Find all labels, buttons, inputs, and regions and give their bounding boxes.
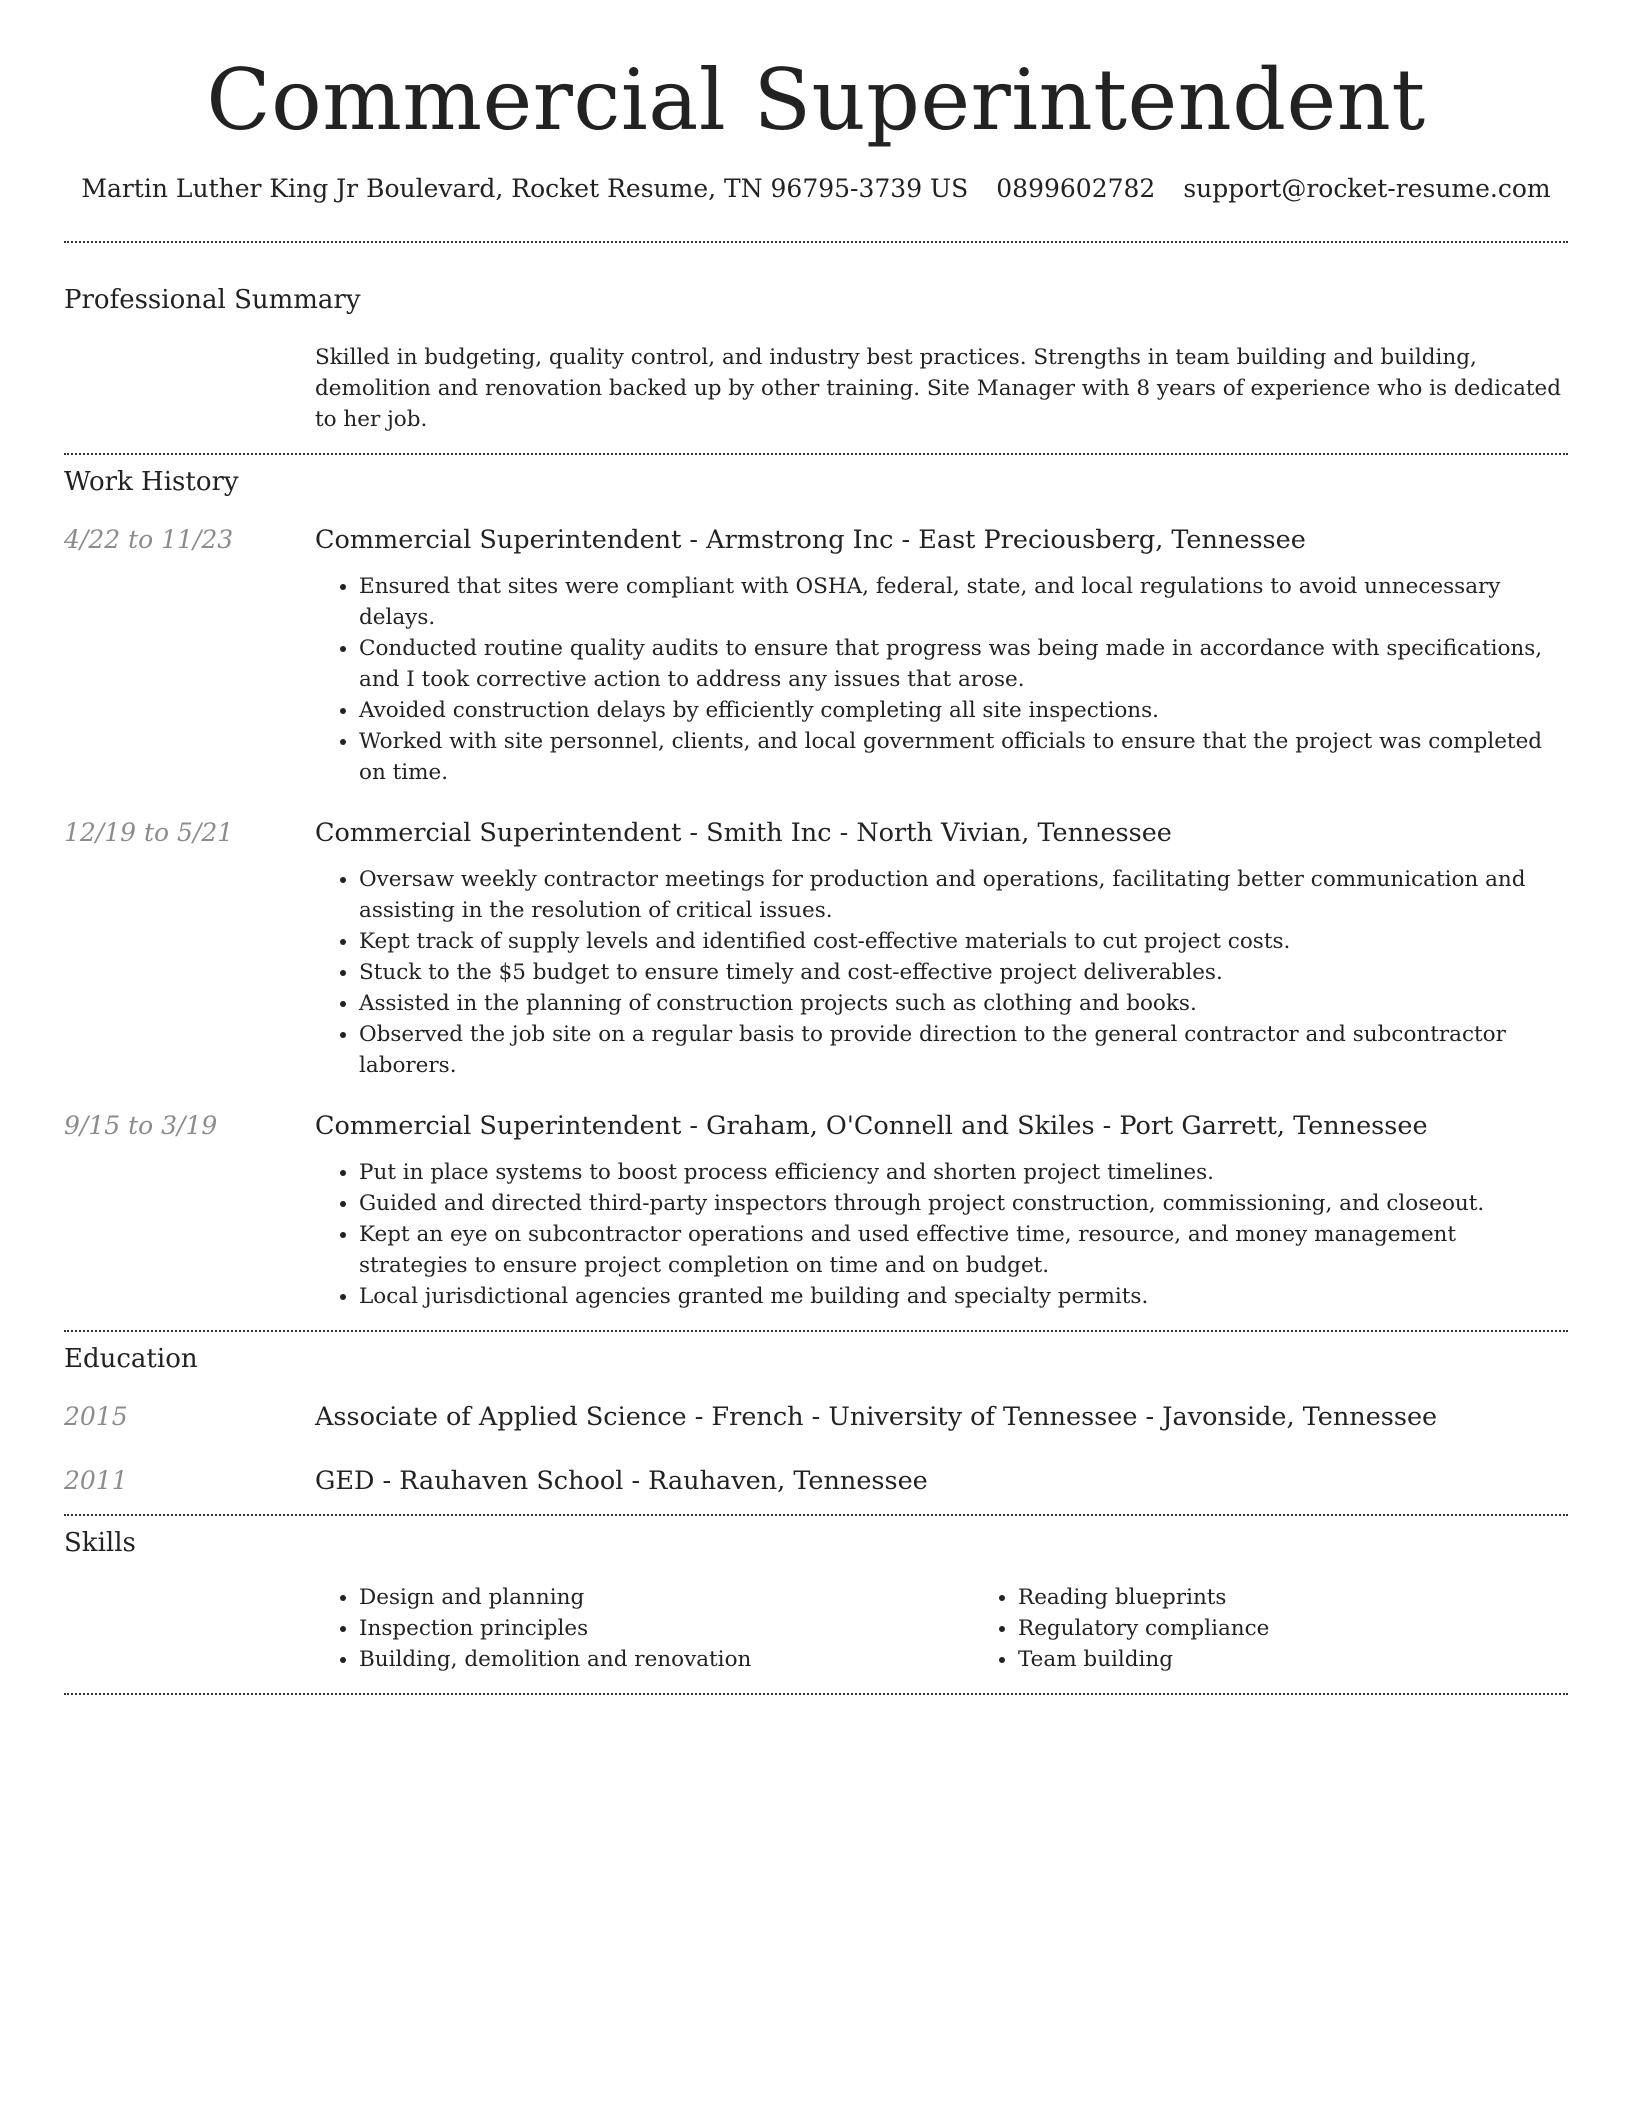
education-year: 2015 (64, 1402, 128, 1431)
skills-right-column (974, 1582, 1632, 1675)
skills-divider (64, 1693, 1568, 1695)
job-entry (64, 525, 1568, 788)
skills-section (64, 1528, 1568, 1675)
skill-item: • Design and planning (359, 1582, 974, 1613)
education-text: Associate of Applied Science - French - University of Tennessee - Javonside, Tennessee (315, 1402, 1438, 1432)
header-divider (64, 241, 1568, 243)
job-entry (64, 818, 1568, 1081)
education-entry (64, 1466, 1568, 1496)
job-bullets (315, 1157, 1568, 1312)
skills-left-column (315, 1582, 974, 1675)
resume-name: Commercial Superintendent (206, 51, 1426, 149)
work-history-heading: Work History (64, 467, 239, 497)
job-title: Commercial Superintendent - Armstrong Inc - East Preciousberg, Tennessee (315, 525, 1306, 555)
job-bullet: • Kept track of supply levels and identified cost-effective materials to cut project costs. (359, 926, 1568, 957)
job-bullet: • Assisted in the planning of construction projects such as clothing and books. (359, 988, 1568, 1019)
job-dates: 9/15 to 3/19 (64, 1111, 218, 1140)
contact-phone: 0899602782 (996, 174, 1156, 203)
job-dates: 4/22 to 11/23 (64, 525, 234, 554)
skills-list (315, 1582, 1632, 1675)
contact-address: Martin Luther King Jr Boulevard, Rocket Resume, TN 96795-3739 US (81, 174, 969, 203)
job-entry (64, 1111, 1568, 1312)
job-bullet: • Worked with site personnel, clients, and local government officials to ensure that the project was completed on time. (359, 726, 1568, 788)
skill-item: • Team building (1018, 1644, 1632, 1675)
summary-heading: Professional Summary (64, 285, 361, 315)
job-bullets (315, 864, 1568, 1081)
work-history-section (64, 467, 1568, 1312)
education-text: GED - Rauhaven School - Rauhaven, Tennessee (315, 1466, 928, 1496)
skill-item: • Building, demolition and renovation (359, 1644, 974, 1675)
job-bullet: • Local jurisdictional agencies granted me building and specialty permits. (359, 1281, 1568, 1312)
education-year: 2011 (64, 1466, 128, 1495)
job-bullet: • Oversaw weekly contractor meetings for production and operations, facilitating better communication and assisting in the resolution of critical issues. (359, 864, 1568, 926)
job-bullets (315, 571, 1568, 788)
job-bullet: • Ensured that sites were compliant with OSHA, federal, state, and local regulations to avoid unnecessary delays. (359, 571, 1568, 633)
contact-line (64, 174, 1568, 203)
skill-item: • Regulatory compliance (1018, 1613, 1632, 1644)
skill-item: • Inspection principles (359, 1613, 974, 1644)
job-bullet: • Put in place systems to boost process efficiency and shorten project timelines. (359, 1157, 1568, 1188)
work-divider (64, 1330, 1568, 1332)
job-bullet: • Observed the job site on a regular basis to provide direction to the general contractor and subcontractor laborers. (359, 1019, 1568, 1081)
skill-item: • Reading blueprints (1018, 1582, 1632, 1613)
job-bullet: • Avoided construction delays by efficiently completing all site inspections. (359, 695, 1568, 726)
job-bullet: • Conducted routine quality audits to ensure that progress was being made in accordance with specifications, and I took corrective action to address any issues that arose. (359, 633, 1568, 695)
job-bullet: • Guided and directed third-party inspectors through project construction, commissioning, and closeout. (359, 1188, 1568, 1219)
summary-text: Skilled in budgeting, quality control, and industry best practices. Strengths in team building and building, demolition and renovation backed up by other training. Site Manager with 8 years of experience who is dedicated to her job. (315, 345, 1562, 432)
education-divider (64, 1514, 1568, 1516)
job-bullet: • Kept an eye on subcontractor operations and used effective time, resource, and money management strategies to ensure project completion on time and on budget. (359, 1219, 1568, 1281)
job-bullet: • Stuck to the $5 budget to ensure timely and cost-effective project deliverables. (359, 957, 1568, 988)
job-dates: 12/19 to 5/21 (64, 818, 234, 847)
education-section (64, 1344, 1568, 1496)
summary-divider (64, 453, 1568, 455)
job-title: Commercial Superintendent - Smith Inc - North Vivian, Tennessee (315, 818, 1172, 848)
contact-email: support@rocket-resume.com (1183, 174, 1551, 203)
education-heading: Education (64, 1344, 198, 1374)
job-title: Commercial Superintendent - Graham, O'Connell and Skiles - Port Garrett, Tennessee (315, 1111, 1428, 1141)
education-entry (64, 1402, 1568, 1432)
summary-section (64, 285, 1568, 435)
skills-heading: Skills (64, 1528, 136, 1558)
